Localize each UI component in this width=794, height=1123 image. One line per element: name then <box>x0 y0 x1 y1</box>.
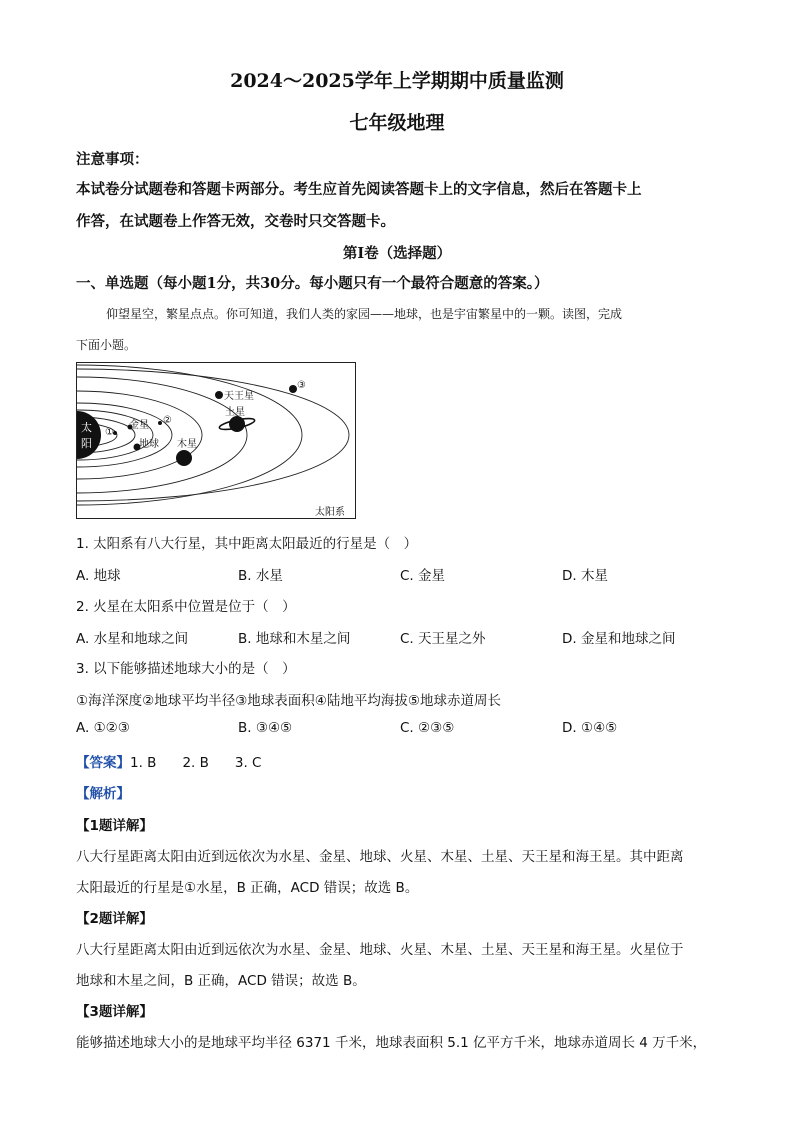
notice-line-2: 作答，在试题卷上作答无效，交卷时只交答题卡。 <box>76 213 395 230</box>
section-title: 第Ⅰ卷（选择题） <box>342 245 452 262</box>
q2-option-d: D. 金星和地球之间 <box>562 631 676 647</box>
earth-label: 地球 <box>139 439 159 450</box>
notice-line-1: 本试卷分试题卷和答题卡两部分。考生应首先阅读答题卡上的文字信息，然后在答题卡上 <box>76 181 642 198</box>
q2-option-b: B. 地球和木星之间 <box>238 631 351 647</box>
solar-system-figure <box>76 362 356 519</box>
answer-row <box>76 751 261 771</box>
q3-option-a: A. ①②③ <box>76 720 130 736</box>
jupiter-label: 木星 <box>177 439 197 450</box>
question-2-stem: 2. 火星在太阳系中位置是位于（ ） <box>76 599 296 615</box>
answer-1: 1. B <box>130 755 157 771</box>
mark-3-label: ③ <box>297 380 306 391</box>
notice-heading: 注意事项： <box>76 151 149 168</box>
q2-option-a: A. 水星和地球之间 <box>76 631 189 647</box>
mark-1-label: ① <box>105 427 114 438</box>
sun-label-2: 阳 <box>81 437 92 450</box>
planet-jupiter <box>176 450 192 466</box>
intro-line-2: 下面小题。 <box>76 338 137 352</box>
detail-2-line-2: 地球和木星之间，B 正确，ACD 错误；故选 B。 <box>76 973 366 989</box>
planet-uranus <box>215 391 223 399</box>
question-1-stem: 1. 太阳系有八大行星，其中距离太阳最近的行星是（ ） <box>76 536 418 552</box>
solar-system-diagram <box>77 363 355 518</box>
q3-items: ①海洋深度②地球平均半径③地球表面积④陆地平均海拔⑤地球赤道周长 <box>76 693 502 709</box>
detail-1-title: 【1题详解】 <box>76 818 153 834</box>
intro-line-1: 仰望星空，繁星点点。你可知道，我们人类的家园——地球，也是宇宙繁星中的一颗。读图，完成 <box>106 307 623 321</box>
planet-3 <box>289 385 297 393</box>
detail-2-title: 【2题详解】 <box>76 911 153 927</box>
figure-caption: 太阳系 <box>315 507 345 518</box>
sun-label-1: 太 <box>81 421 92 434</box>
q2-option-c: C. 天王星之外 <box>400 631 486 647</box>
analysis-heading: 【解析】 <box>76 786 130 802</box>
q1-option-d: D. 木星 <box>562 568 608 584</box>
detail-2-line-1: 八大行星距离太阳由近到远依次为水星、金星、地球、火星、木星、土星、天王星和海王星。火星位于 <box>76 942 684 958</box>
venus-label: 金星 <box>129 420 149 431</box>
detail-1-line-1: 八大行星距离太阳由近到远依次为水星、金星、地球、火星、木星、土星、天王星和海王星。其中距离 <box>76 849 684 865</box>
detail-3-title: 【3题详解】 <box>76 1004 153 1020</box>
uranus-label: 天王星 <box>224 391 254 402</box>
answer-3: 3. C <box>234 755 262 771</box>
saturn-label: 土星 <box>225 407 245 418</box>
orbit-8 <box>77 369 349 501</box>
exam-title: 2024～2025学年上学期期中质量监测 <box>230 70 564 92</box>
detail-1-line-2: 太阳最近的行星是①水星，B 正确，ACD 错误；故选 B。 <box>76 880 419 896</box>
q1-option-b: B. 水星 <box>238 568 283 584</box>
answer-label: 【答案】 <box>76 755 130 771</box>
q3-option-b: B. ③④⑤ <box>238 720 293 736</box>
exam-subtitle: 七年级地理 <box>349 112 445 134</box>
question-3-stem: 3. 以下能够描述地球大小的是（ ） <box>76 661 296 677</box>
answer-2: 2. B <box>182 755 209 771</box>
part-one-heading: 一、单选题（每小题1分，共30分。每小题只有一个最符合题意的答案。） <box>76 275 549 292</box>
q3-option-c: C. ②③⑤ <box>400 720 455 736</box>
planet-2 <box>158 421 162 425</box>
q1-option-a: A. 地球 <box>76 568 121 584</box>
mark-2-label: ② <box>163 415 172 426</box>
q1-option-c: C. 金星 <box>400 568 446 584</box>
q3-option-d: D. ①④⑤ <box>562 720 618 736</box>
detail-3-line-1: 能够描述地球大小的是地球平均半径 6371 千米，地球表面积 5.1 亿平方千米，地球赤道周长 4 万千米， <box>76 1035 707 1051</box>
